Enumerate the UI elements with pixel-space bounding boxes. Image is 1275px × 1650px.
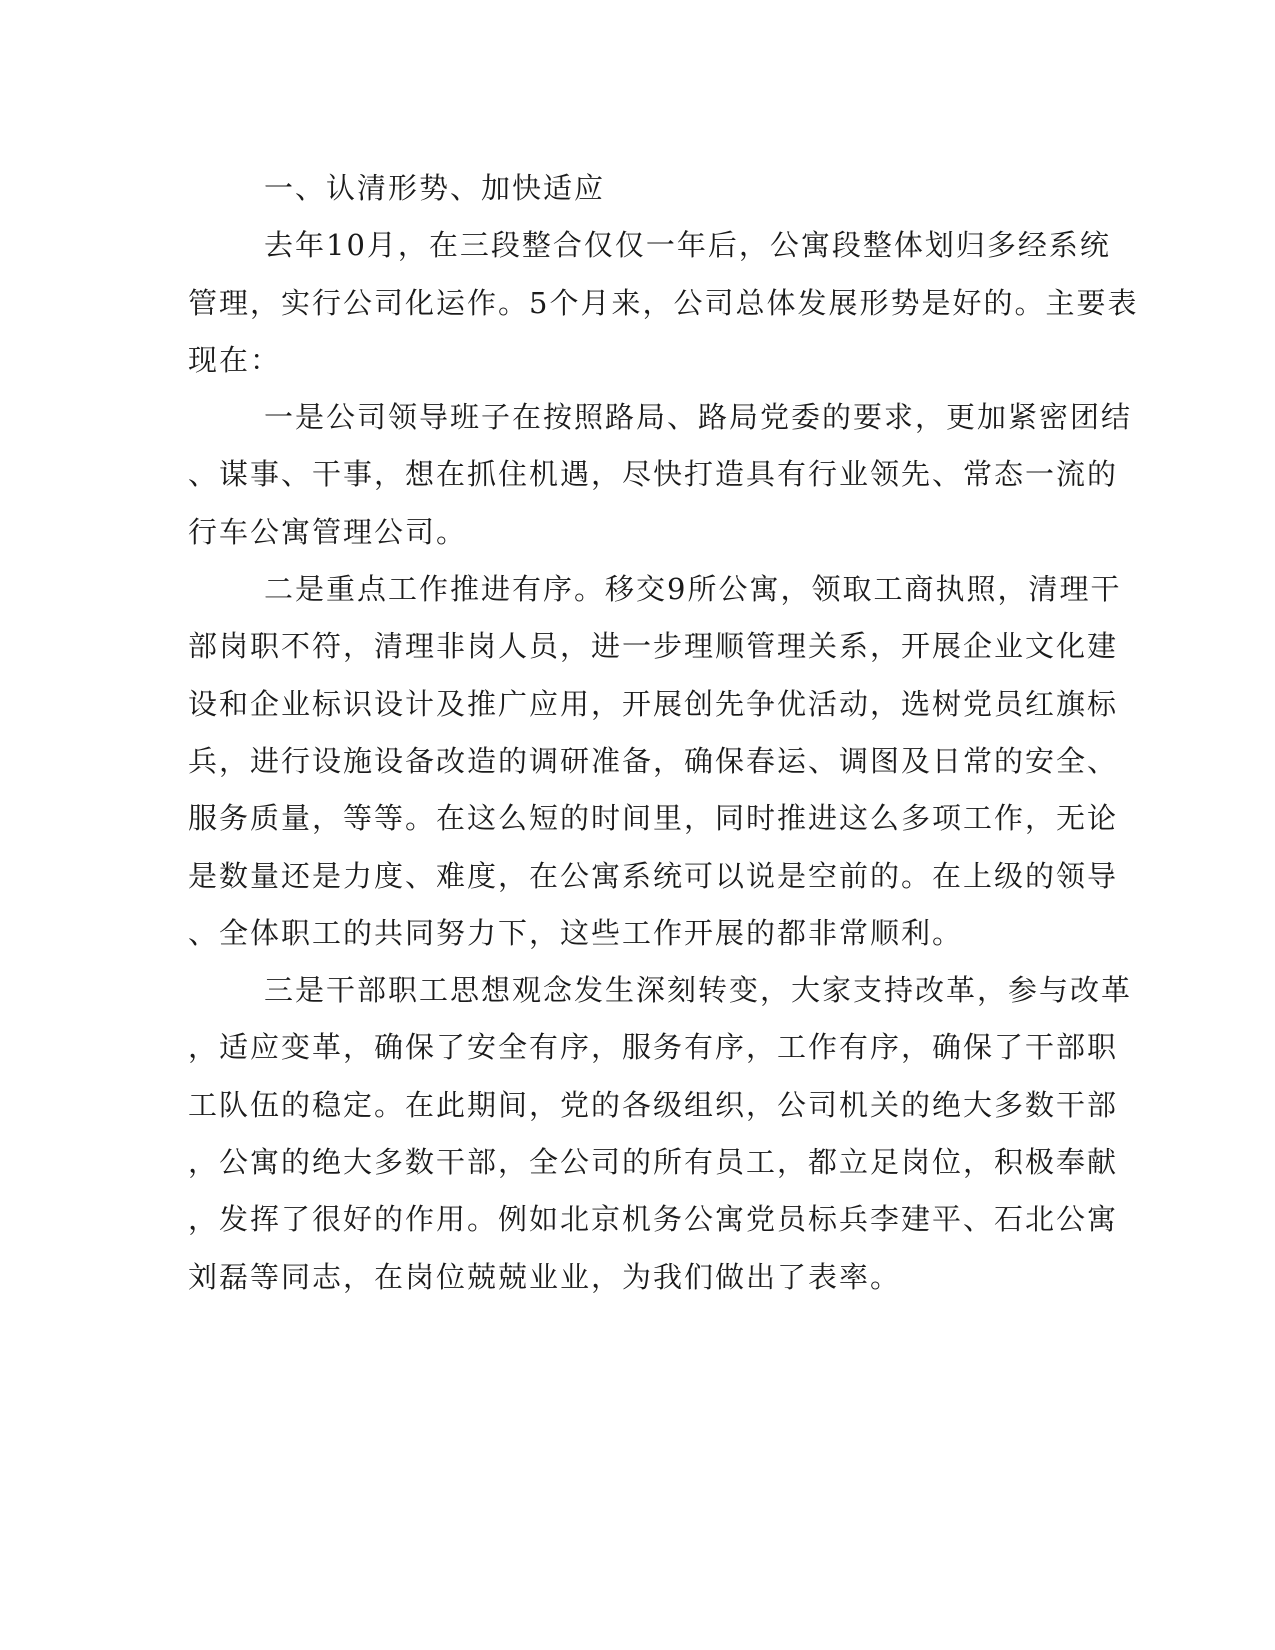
- paragraph-line: 去年10月，在三段整合仅仅一年后，公寓段整体划归多经系统: [264, 228, 1111, 263]
- paragraph-line: 行车公寓管理公司。: [188, 514, 468, 549]
- paragraph-line: ，适应变革，确保了安全有序，服务有序，工作有序，确保了干部职: [188, 1030, 1119, 1065]
- paragraph-line: 是数量还是力度、难度，在公寓系统可以说是空前的。在上级的领导: [188, 858, 1119, 893]
- paragraph-line: 现在：: [188, 342, 282, 377]
- paragraph-3: [188, 561, 1122, 962]
- paragraph-line: ，公寓的绝大多数干部，全公司的所有员工，都立足岗位，积极奉献: [188, 1145, 1119, 1180]
- paragraph-1: [188, 217, 1139, 389]
- paragraph-line: 二是重点工作推进有序。移交9所公寓，领取工商执照，清理干: [264, 572, 1122, 607]
- paragraph-line: 刘磊等同志，在岗位兢兢业业，为我们做出了表率。: [188, 1259, 902, 1294]
- section-heading: 一、认清形势、加快适应: [264, 171, 606, 205]
- paragraph-line: 工队伍的稳定。在此期间，党的各级组织，公司机关的绝大多数干部: [188, 1087, 1119, 1122]
- document-body: [188, 160, 1139, 1306]
- paragraph-4: [188, 962, 1133, 1306]
- paragraph-line: ，发挥了很好的作用。例如北京机务公寓党员标兵李建平、石北公寓: [188, 1202, 1119, 1237]
- paragraph-line: 部岗职不符，清理非岗人员，进一步理顺管理关系，开展企业文化建: [188, 629, 1119, 664]
- paragraph-2: [188, 389, 1133, 561]
- paragraph-line: 管理，实行公司化运作。5个月来，公司总体发展形势是好的。主要表: [188, 285, 1139, 320]
- paragraph-line: 一是公司领导班子在按照路局、路局党委的要求，更加紧密团结: [264, 400, 1133, 435]
- paragraph-line: 、谋事、干事，想在抓住机遇，尽快打造具有行业领先、常态一流的: [188, 457, 1119, 492]
- paragraph-line: 、全体职工的共同努力下，这些工作开展的都非常顺利。: [188, 915, 964, 950]
- paragraph-line: 兵，进行设施设备改造的调研准备，确保春运、调图及日常的安全、: [188, 743, 1119, 778]
- paragraph-line: 服务质量，等等。在这么短的时间里，同时推进这么多项工作，无论: [188, 801, 1119, 836]
- paragraph-line: 三是干部职工思想观念发生深刻转变，大家支持改革，参与改革: [264, 973, 1133, 1008]
- paragraph-line: 设和企业标识设计及推广应用，开展创先争优活动，选树党员红旗标: [188, 686, 1119, 721]
